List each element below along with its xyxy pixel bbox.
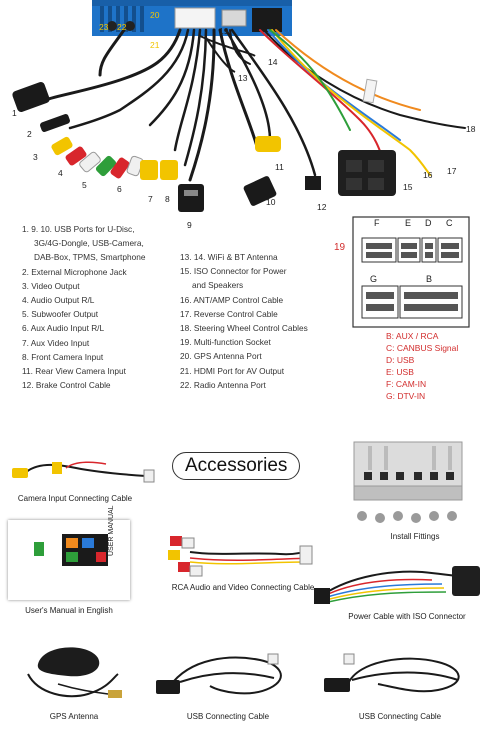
socket-key-line: B: AUX / RCA [386,331,439,341]
caption-user-manual: User's Manual in English [25,606,113,615]
callout-18: 18 [466,124,476,134]
callout-13: 13 [238,73,248,83]
rca-connectors [50,136,281,180]
socket-letter-d: D [425,218,432,228]
callout-10: 10 [266,197,276,207]
legend-line: 12. Brake Control Cable [22,380,111,391]
socket-key-line: E: USB [386,367,414,377]
caption-install-fittings: Install Fittings [390,532,440,541]
callout-3: 3 [33,152,38,162]
socket-letter-e: E [405,218,412,228]
socket-number: 19 [334,242,346,253]
callout-22: 22 [117,22,127,32]
legend-line: 16. ANT/AMP Control Cable [180,294,284,305]
callout-14: 14 [268,57,278,67]
legend-right [180,250,308,392]
callout-16: 16 [423,170,433,180]
accessories-title: Accessories [172,452,300,480]
legend-line: 6. Aux Audio Input R/L [22,323,105,334]
callout-8: 8 [165,194,170,204]
manual-tile [82,538,94,548]
multi-function-socket-diagram [352,216,470,328]
callout-23: 23 [99,22,109,32]
callout-5: 5 [82,180,87,190]
legend-line: 3. Video Output [22,280,80,291]
legend-line: 5. Subwoofer Output [22,309,99,320]
legend-line: 7. Aux Video Input [22,337,90,348]
legend-line: 17. Reverse Control Cable [180,308,278,319]
usb-cable-image-1 [150,648,300,708]
callout-2: 2 [27,129,32,139]
caption-gps-antenna: GPS Antenna [49,712,99,721]
socket-key [386,330,458,402]
legend-line: 13. 14. WiFi & BT Antenna [180,252,278,262]
caption-rca-cable: RCA Audio and Video Connecting Cable [171,583,315,592]
socket-letter-c: C [446,218,453,228]
callout-20: 20 [150,10,160,20]
legend-line: 11. Rear View Camera Input [22,366,126,377]
camera-input-cable-image [6,452,156,492]
wiring-harness-diagram [0,0,490,220]
socket-key-line: C: CANBUS Signal [386,343,459,353]
legend-left [22,222,145,392]
socket-letter-g: G [370,274,378,284]
legend-line: 19. Multi-function Socket [180,337,271,348]
legend-line: and Speakers [192,280,244,291]
install-fittings-image [350,440,468,530]
iso-connector [338,150,396,196]
caption-camera-cable: Camera Input Connecting Cable [17,494,133,503]
callout-1: 1 [12,108,17,118]
callout-9: 9 [187,220,192,230]
caption-usb-cable-2: USB Connecting Cable [358,712,442,721]
legend-line: 3G/4G-Dongle, USB-Camera, [34,238,144,249]
socket-letter-b: B [426,274,433,284]
socket-key-line: D: USB [386,355,415,365]
caption-power-cable: Power Cable with ISO Connector [348,612,466,621]
socket-key-line: G: DTV-IN [386,391,426,401]
callout-19: 19 [219,26,229,36]
callout-17: 17 [447,166,457,176]
manual-cover-text: USER MANUAL [108,505,115,556]
socket-key-line: F: CAM-IN [386,379,427,389]
legend-line: 8. Front Camera Input [22,351,104,362]
legend-line: 4. Audio Output R/L [22,295,95,306]
manual-tile [66,552,78,562]
legend-line: 20. GPS Antenna Port [180,351,262,362]
legend-line: 22. Radio Antenna Port [180,379,266,390]
callout-7: 7 [148,194,153,204]
legend-line: 2. External Microphone Jack [22,266,127,277]
callout-15: 15 [403,182,413,192]
callout-21: 21 [150,40,160,50]
legend-line: 1. 9. 10. USB Ports for U-Disc, [22,224,135,234]
gps-antenna-image [18,634,130,706]
legend-line: DAB-Box, TPMS, Smartphone [34,252,146,263]
caption-usb-cable-1: USB Connecting Cable [186,712,270,721]
manual-tile [66,538,78,548]
mic-jack-1 [11,81,50,113]
rca-cable-image [160,532,320,580]
socket-letter-f: F [374,218,380,228]
user-manual-image [8,505,130,600]
callout-12: 12 [317,202,327,212]
legend-line: 18. Steering Wheel Control Cables [180,323,308,334]
callout-6: 6 [117,184,122,194]
power-cable-image [312,556,484,610]
usb-cable-image-2 [318,648,478,708]
legend-line: 15. ISO Connector for Power [180,266,287,277]
manual-tile [96,552,106,562]
manual-logo [34,542,44,556]
callout-11: 11 [275,162,284,172]
callout-4: 4 [58,168,63,178]
legend-line: 21. HDMI Port for AV Output [180,365,285,376]
